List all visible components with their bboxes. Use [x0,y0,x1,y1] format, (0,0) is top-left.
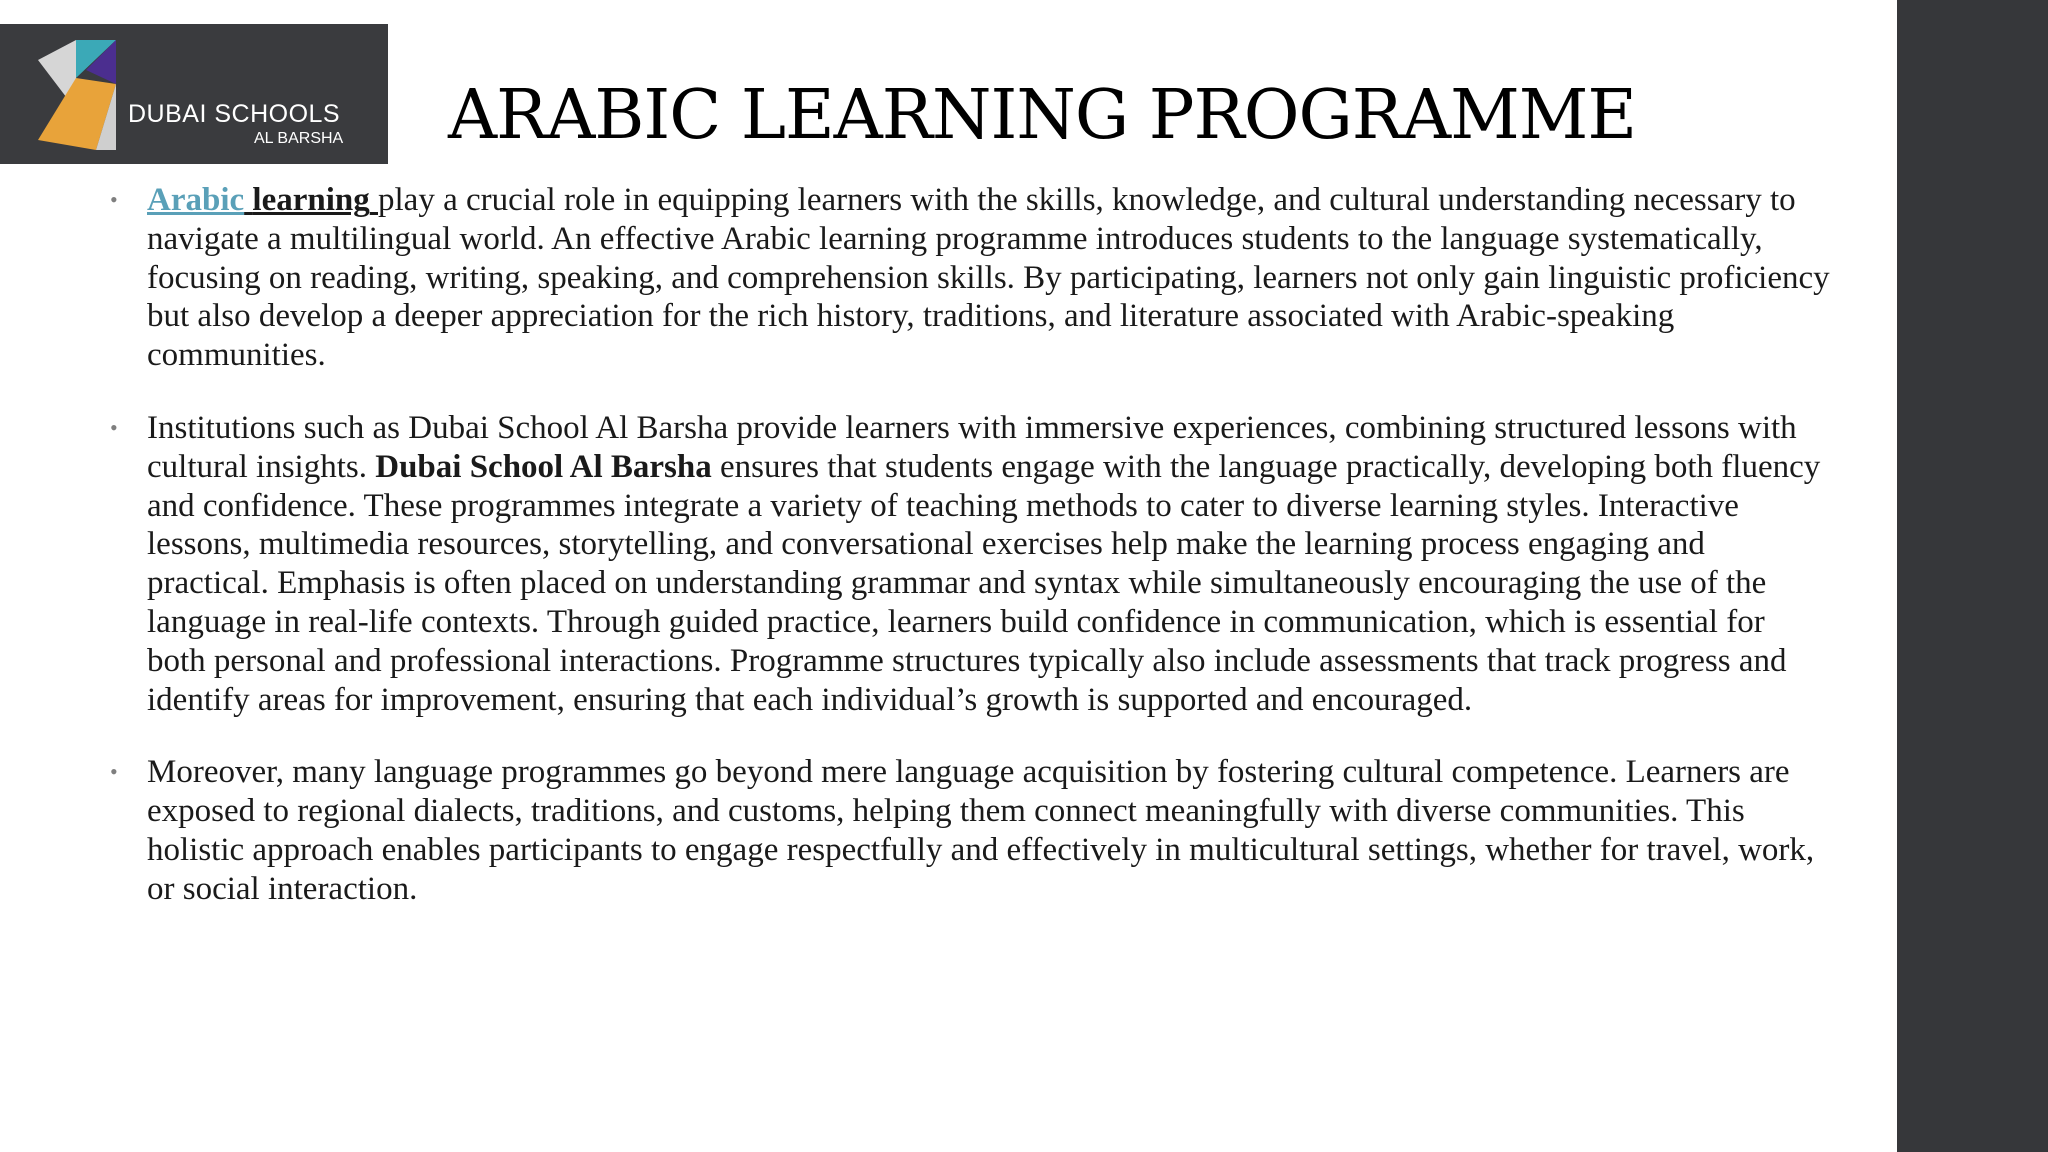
bullet-dot-icon: • [110,759,118,785]
bullet-paragraph-3 [110,753,1830,908]
school-logo[interactable] [0,24,388,164]
learning-keyword: learning [252,182,370,218]
logo-subtitle: AL BARSHA [254,130,344,147]
right-sidebar-bar [1897,0,2048,1152]
bullet-paragraph-2 [110,409,1830,719]
bullet-dot-icon: • [110,414,118,440]
bullet-paragraph-1 [110,181,1830,375]
keyword-space [370,182,378,218]
bullet-2-text-start: Institutions such as Dubai School Al Barsha provide learners with immersive experiences, combining structured lessons with cultural insights. [147,409,1797,485]
bullet-3-text: Moreover, many language programmes go beyond mere language acquisition by fostering cultural competence. Learners are exposed to regional dialects, traditions, and customs, helping them connect meaningfully with diverse communities. This holistic approach enables participants to engage respectfully and effectively in multicultural settings, whether for travel, work, or social interaction. [147,754,1815,907]
arabic-link[interactable]: Arabic [147,182,245,218]
content-body [110,181,1830,943]
logo-name: DUBAI SCHOOLS [128,100,341,128]
page-title: ARABIC LEARNING PROGRAMME [448,76,1637,155]
bullet-2-text-end: ensures that students engage with the language practically, developing both fluency and confidence. These programmes integrate a variety of teaching methods to cater to diverse learning styles. Interactive lessons, multimedia resources, storytelling, and conversational exercises help make the learning process engaging and practical. Emphasis is often placed on understanding grammar and syntax while simultaneously encouraging the use of the language in real-life contexts. Through guided practice, learners build confidence in communication, which is essential for both personal and professional interactions. Programme structures typically also include assessments that track progress and identify areas for improvement, ensuring that each individual’s growth is supported and encouraged. [147,448,1821,718]
bullet-1-text: play a crucial role in equipping learners with the skills, knowledge, and cultural understanding necessary to navigate a multilingual world. An effective Arabic learning programme introduces students to the language systematically, focusing on reading, writing, speaking, and comprehension skills. By participating, learners not only gain linguistic proficiency but also develop a deeper appreciation for the rich history, traditions, and literature associated with Arabic-speaking communities. [147,182,1830,374]
logo-mark-icon [34,34,124,152]
bullet-dot-icon: • [110,187,118,212]
school-name-bold: Dubai School Al Barsha [375,448,712,485]
